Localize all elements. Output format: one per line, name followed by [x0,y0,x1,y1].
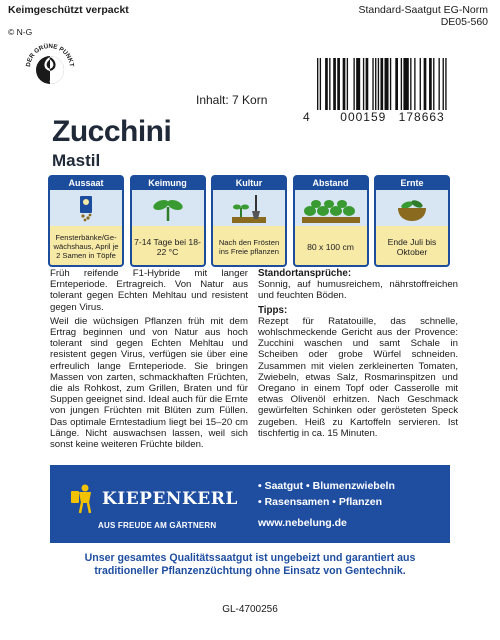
product-title: Zucchini [52,115,172,148]
icon-card-head: Aussaat [68,178,104,188]
icon-card-text: Ende Juli bis Oktober [376,226,448,265]
icon-card-text: 80 x 100 cm [295,226,367,265]
seedling-icon [132,190,204,226]
barcode [303,58,470,124]
content-amount: Inhalt: 7 Korn [196,93,268,107]
registration-code: DE05-560 [440,16,488,28]
barcode-bars [315,58,470,110]
icon-card-aussaat [48,175,124,267]
features-line-2: • Rasensamen • Pflanzen [258,496,383,508]
harvest-bowl-icon [376,190,448,226]
plant-row-icon [295,190,367,226]
quality-guarantee [40,552,460,578]
icon-card-head: Keimung [148,178,187,188]
brand-banner [50,465,450,543]
product-variety: Mastil [52,151,101,170]
description-body: Weil die wüchsigen Pflanzen früh mit dem Ertrag beginnen und von Natur aus hoch tolerant sind gegen Echten Mehltau und resistent gegen Virus, verfügen sie über eine erfreulich lange Ernteperiode. Sie bringen Massen von zarten, schmackhaften Früchten, die als Rohkost, zum Grillen, Braten und für Suppen geeignet sind. Ideal auch für die Ernte von jungen Früchten mit Blüten zum Füllen. Das optimale Erntestadium liegt bei 15–20 cm Länge. Nicht auswachsen lassen, weil sich sonst keine weiteren Früchte bilden. [50,315,248,451]
article-code: GL-4700256 [222,604,278,615]
barcode-group-1: 000159 [340,110,387,124]
tips-text: Rezept für Ratatouille, das schnelle, wohlschmeckende Gericht aus der Provence: Zucchini waschen und samt Schale in Scheiben oder grobe Würfel schneiden. Zusammen mit vielen zerkleinerten Tomaten, Zwiebeln, etwas Salz, Rosmarinspitzen und Oregano in einem Topf oder Casserolle mit etwas Olivenöl erhitzen. Nach Geschmack gewürfelten Schinken oder gerösteten Speck zugeben. Heiß zu Kartoffeln servieren. Ist tischfertig in ca. 15 Minuten. [258,315,458,439]
guarantee-line-1: Unser gesamtes Qualitätssaatgut ist ungebeizt und garantiert aus [84,552,416,564]
icon-card-abstand [293,175,369,267]
icon-card-head: Kultur [235,178,263,188]
copyright-text: © N-G [8,27,33,37]
kiepenkerl-figure-icon [68,483,98,515]
icon-card-kultur [211,175,287,267]
website-link[interactable]: www.nebelung.de [258,517,347,529]
icon-card-head: Ernte [400,178,424,188]
icon-card-ernte [374,175,450,267]
product-features [258,478,395,510]
icon-card-keimung [130,175,206,267]
icon-card-text: Nach den Frösten ins Freie pflanzen [213,226,285,265]
guarantee-line-2: traditioneller Pflanzenzüchtung ohne Einsatz von Gentechnik. [94,565,406,577]
green-dot-logo [22,40,78,96]
barcode-number [303,110,470,124]
barcode-group-2: 178663 [398,110,445,124]
tips-heading: Tipps: [258,304,288,316]
green-dot-icon [22,40,78,96]
header-right-text [358,4,488,28]
brand-logo [68,483,238,515]
description-intro: Früh reifende F1-Hybride mit langer Ernteperiode. Ertragreich. Von Natur aus tolerant gegen Echten Mehltau und resistent gegen Virus. [50,268,248,313]
header-left-text: Keimgeschützt verpackt [8,4,129,16]
icon-card-text: 7-14 Tage bei 18-22 °C [132,226,204,265]
seed-packet-icon [50,190,122,226]
brand-slogan: AUS FREUDE AM GÄRTNERN [98,521,217,530]
green-dot-logo-text: DER GRÜNE PUNKT [24,42,76,68]
icon-card-text: Fensterbänke/Ge- wächshaus, April je 2 Samen in Töpfe [50,226,122,265]
location-heading: Standortansprüche: [258,268,352,279]
location-text: Sonnig, auf humusreichem, nährstoffreichen und feuchten Böden. [258,279,458,302]
description-column [50,268,248,453]
barcode-first-digit: 4 [303,110,311,124]
spade-plant-icon [213,190,285,226]
cultivation-icon-row [48,175,450,267]
tips-column [258,268,458,442]
brand-name: KIEPENKERL [102,489,238,509]
icon-card-head: Abstand [312,178,349,188]
norm-label: Standard-Saatgut EG-Norm [358,4,488,16]
features-line-1: • Saatgut • Blumenzwiebeln [258,480,395,492]
